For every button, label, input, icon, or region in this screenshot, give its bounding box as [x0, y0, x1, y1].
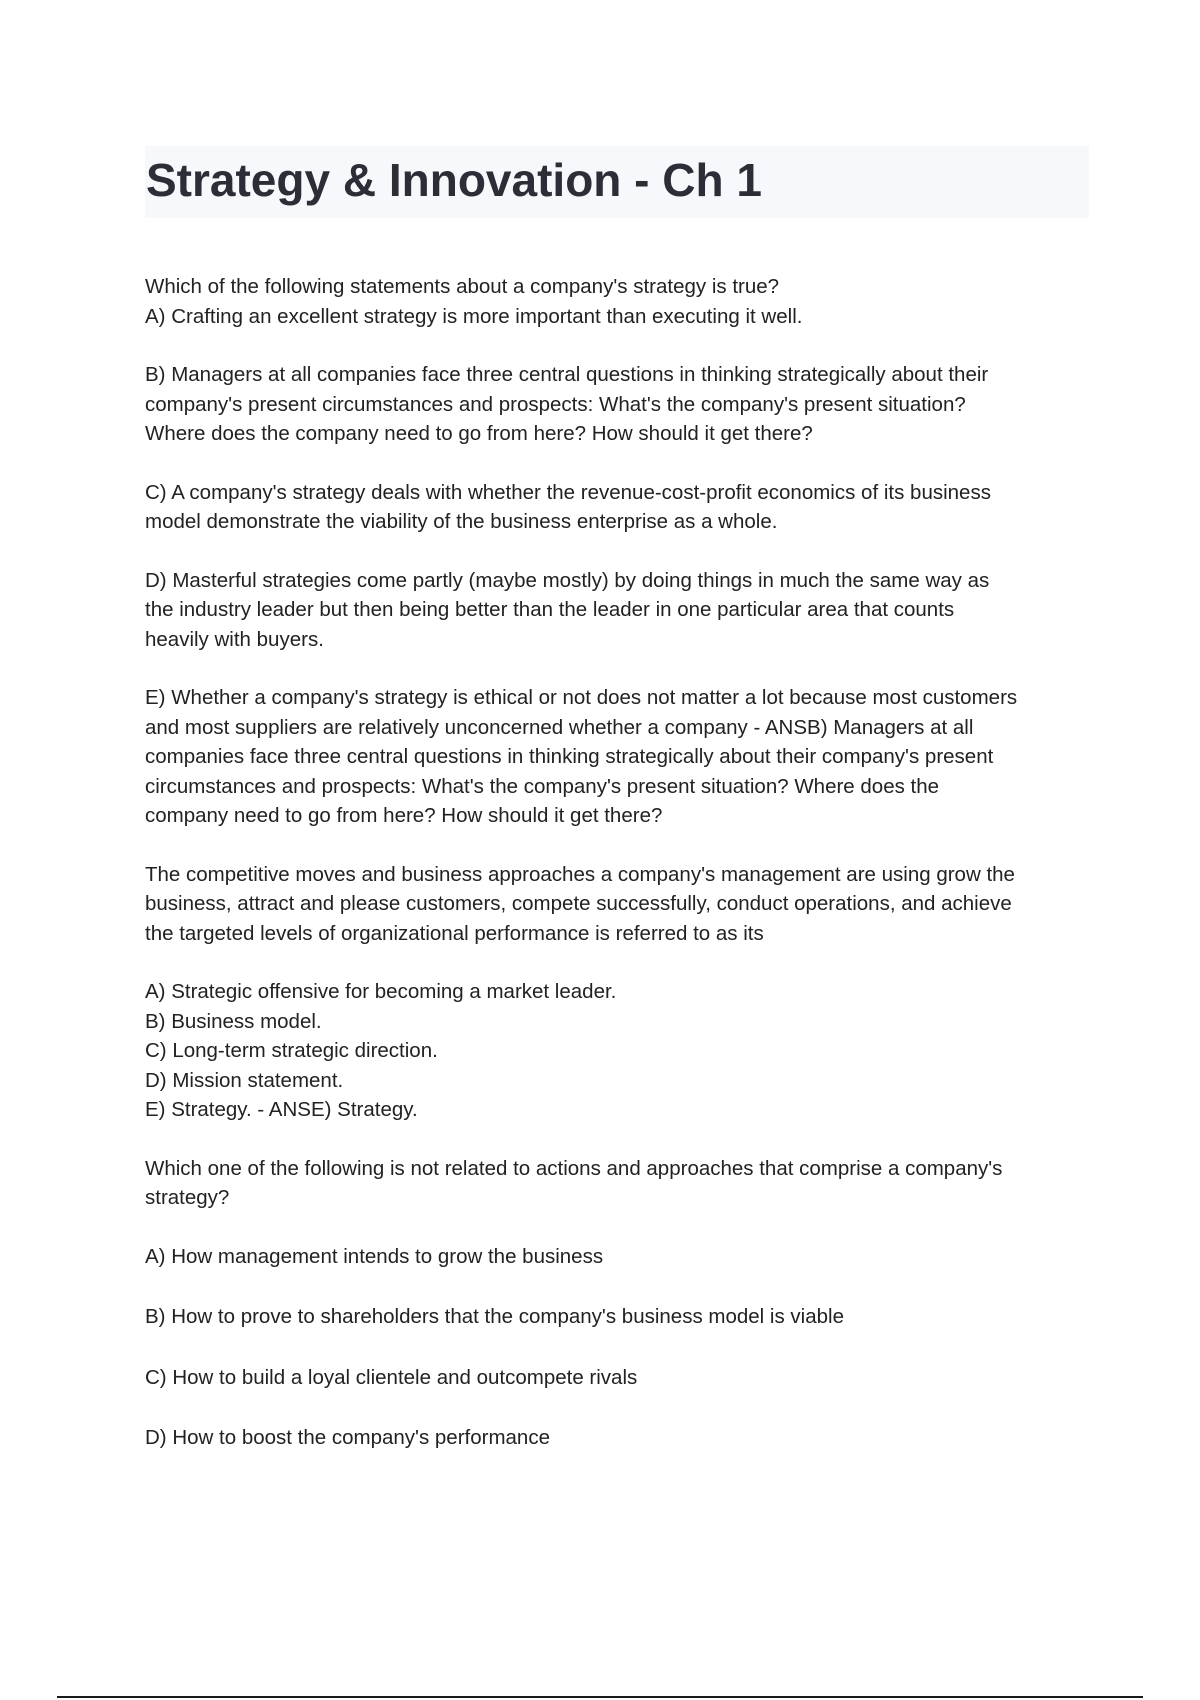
- document-title: Strategy & Innovation - Ch 1: [146, 154, 762, 206]
- question-1-option-d: [145, 566, 1090, 655]
- question-2-options: [145, 977, 1090, 1125]
- question-3-option-c: [145, 1363, 1090, 1393]
- question-1-option-e: [145, 683, 1090, 831]
- question-3-option-d: [145, 1423, 1090, 1453]
- option-line: C) A company's strategy deals with whether the revenue-cost-profit economics of its business: [145, 480, 991, 504]
- question-1-option-b: [145, 360, 1090, 449]
- option-line: model demonstrate the viability of the business enterprise as a whole.: [145, 510, 778, 533]
- option-line: heavily with buyers.: [145, 627, 324, 651]
- title-banner: [145, 146, 1089, 218]
- question-1-option-c: [145, 478, 1090, 537]
- question-2-option-a: A) Strategic offensive for becoming a market leader.: [145, 980, 617, 1003]
- option-text: C) How to build a loyal clientele and outcompete rivals: [145, 1365, 638, 1389]
- question-1: [145, 272, 1090, 331]
- option-line: companies face three central questions in thinking strategically about their company's present: [145, 745, 994, 768]
- option-text: D) How to boost the company's performance: [145, 1426, 550, 1449]
- stem-line: The competitive moves and business approaches a company's management are using grow the: [145, 862, 1015, 886]
- question-2-option-d: D) Mission statement.: [145, 1068, 344, 1092]
- option-line: E) Whether a company's strategy is ethical or not does not matter a lot because most customers: [145, 686, 1018, 709]
- question-2-option-c: C) Long-term strategic direction.: [145, 1039, 438, 1062]
- stem-line: strategy?: [145, 1186, 230, 1209]
- question-3-option-b: [145, 1302, 1090, 1332]
- option-line: the industry leader but then being better than the leader in one particular area that counts: [145, 598, 955, 621]
- option-line: circumstances and prospects: What's the company's present situation? Where does the: [145, 774, 940, 798]
- stem-line: business, attract and please customers, compete successfully, conduct operations, and achieve: [145, 892, 1012, 915]
- question-1-option-a: A) Crafting an excellent strategy is more important than executing it well.: [145, 304, 803, 328]
- question-2-option-e: E) Strategy. - ANSE) Strategy.: [145, 1098, 418, 1121]
- option-line: company need to go from here? How should it get there?: [145, 804, 663, 827]
- option-text: A) How management intends to grow the business: [145, 1244, 604, 1268]
- stem-line: Which one of the following is not related to actions and approaches that comprise a company's: [145, 1156, 1003, 1180]
- question-2-option-b: B) Business model.: [145, 1009, 322, 1033]
- option-line: company's present circumstances and prospects: What's the company's present situation?: [145, 392, 966, 416]
- document-body: [145, 272, 1090, 1484]
- question-3-stem: [145, 1154, 1090, 1213]
- option-line: D) Masterful strategies come partly (maybe mostly) by doing things in much the same way as: [145, 568, 990, 592]
- footer-divider: [57, 1696, 1143, 1698]
- option-line: Where does the company need to go from here? How should it get there?: [145, 422, 813, 445]
- option-line: and most suppliers are relatively unconcerned whether a company - ANSB) Managers at all: [145, 715, 974, 739]
- question-2-stem: [145, 860, 1090, 949]
- question-1-stem: Which of the following statements about a company's strategy is true?: [145, 275, 780, 298]
- stem-line: the targeted levels of organizational performance is referred to as its: [145, 921, 764, 945]
- option-line: B) Managers at all companies face three central questions in thinking strategically about their: [145, 363, 989, 386]
- question-3-option-a: [145, 1242, 1090, 1272]
- option-text: B) How to prove to shareholders that the company's business model is viable: [145, 1305, 844, 1328]
